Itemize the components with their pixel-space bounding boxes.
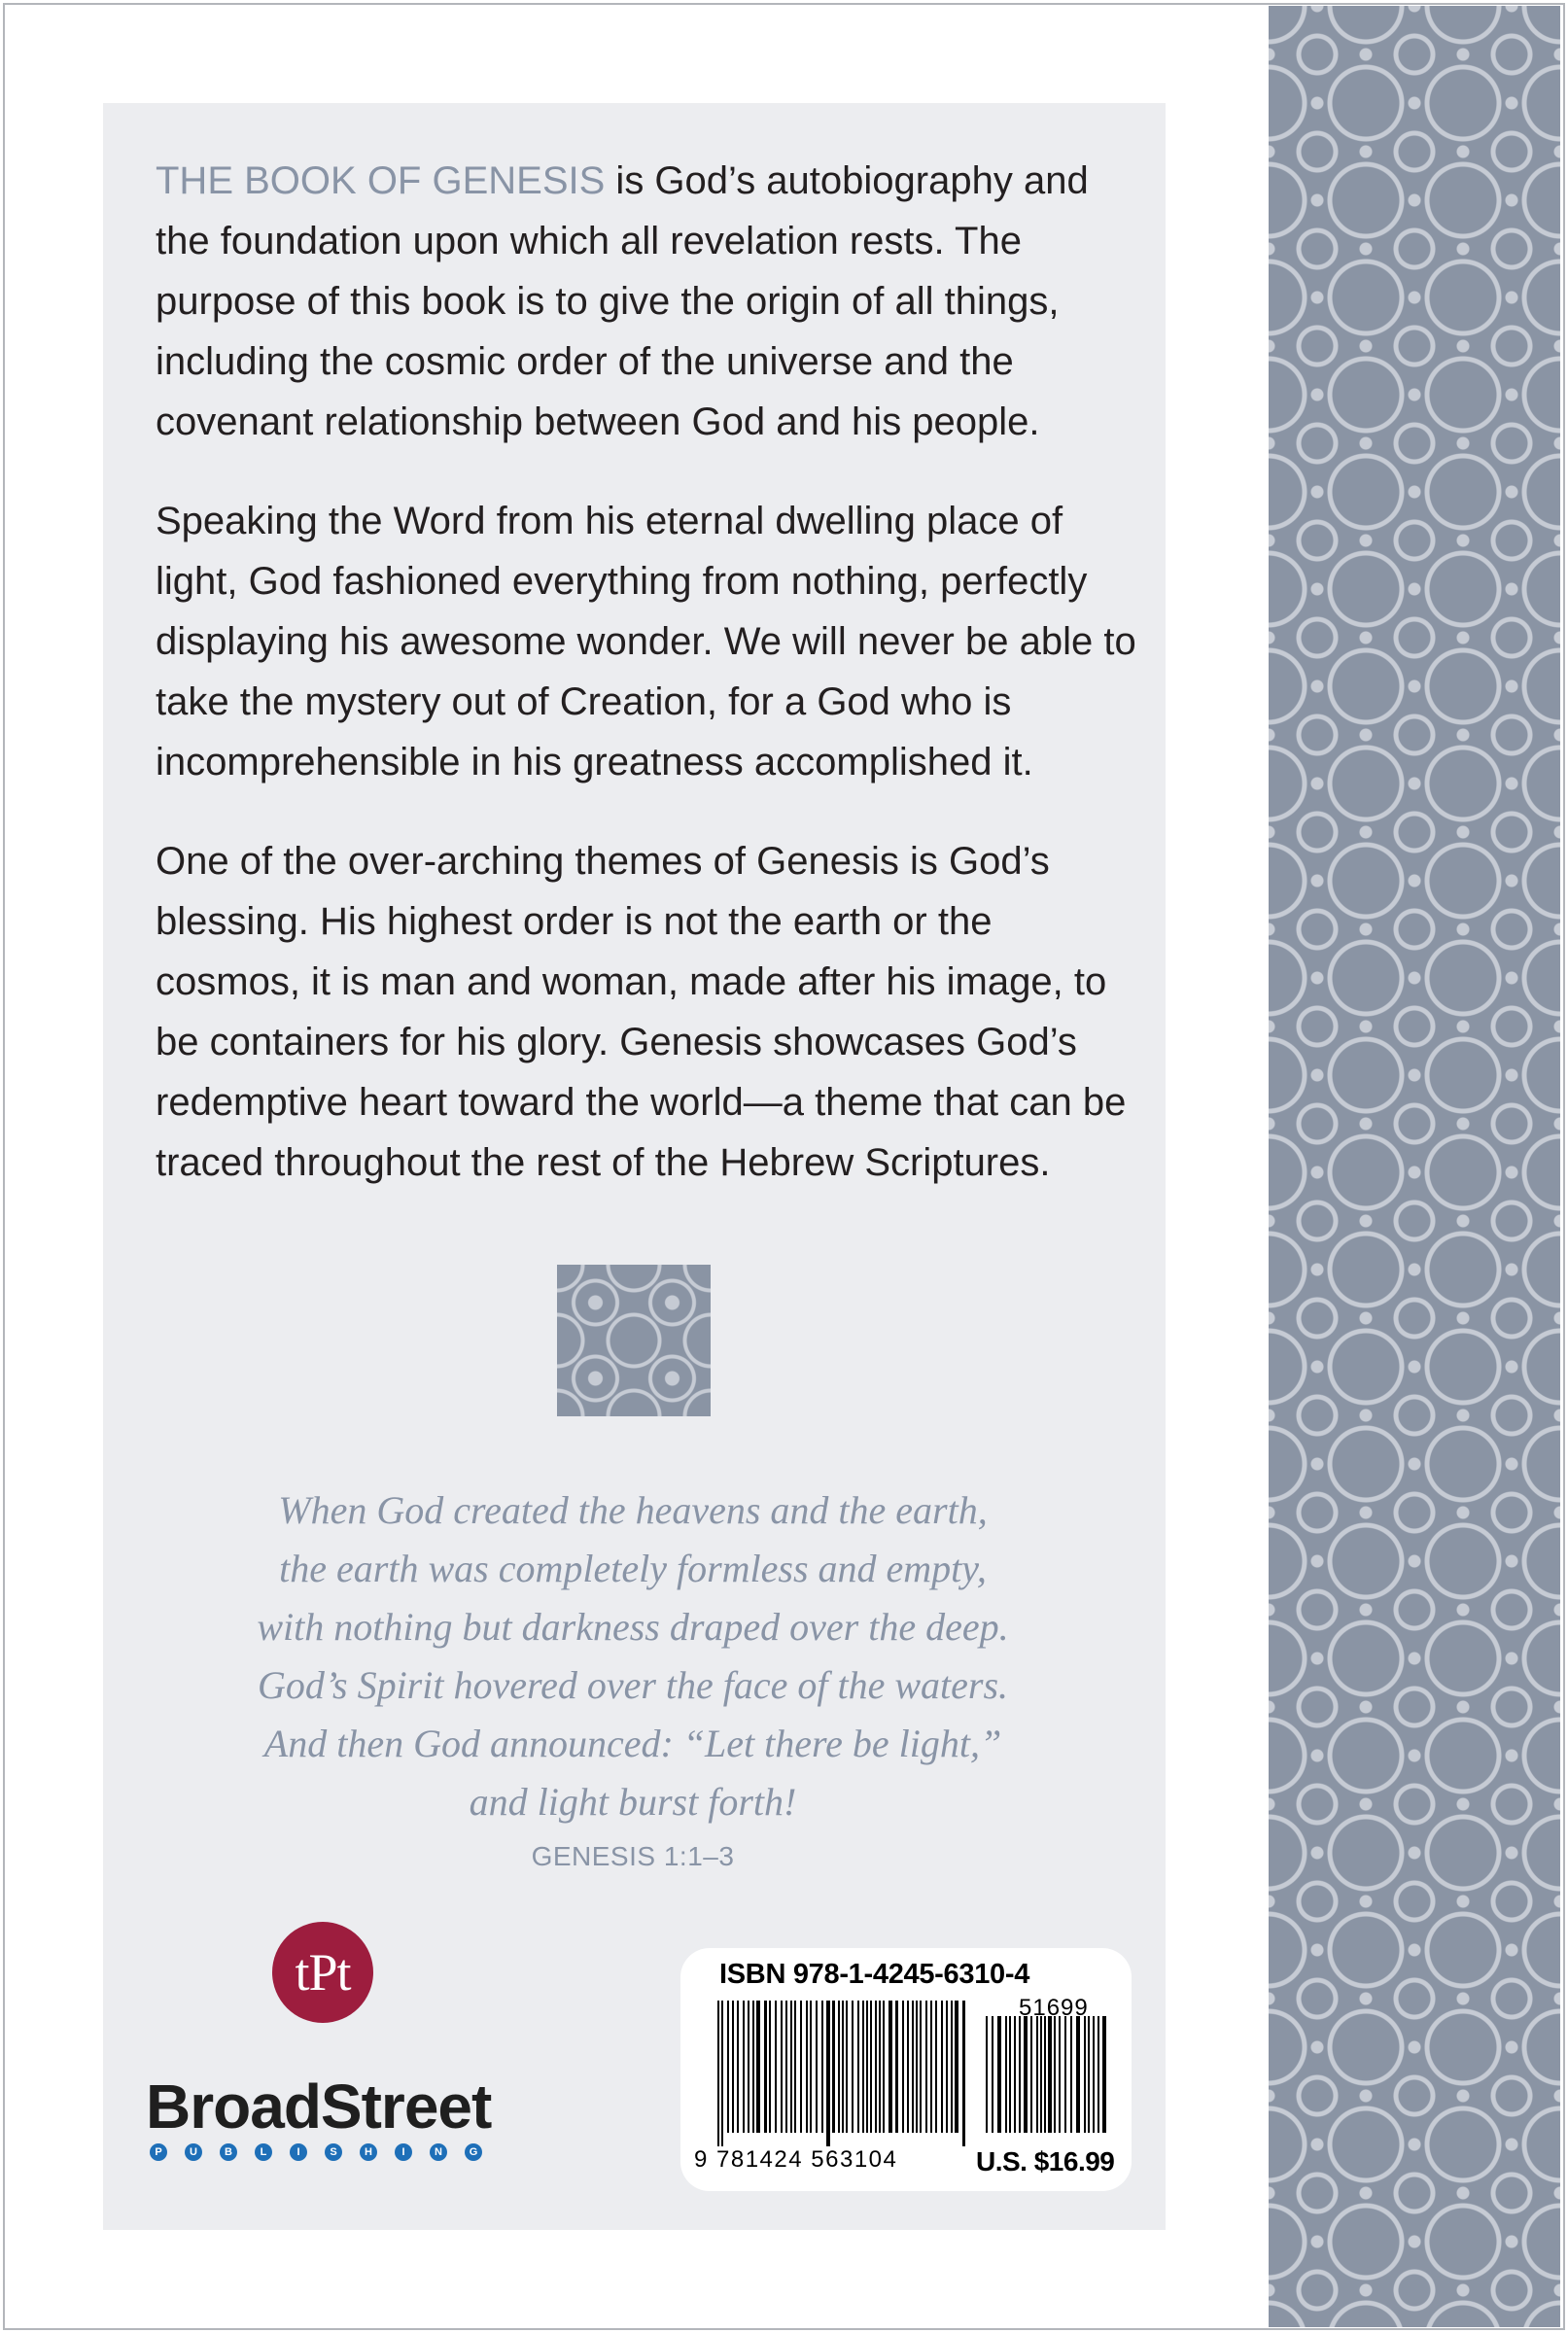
publisher-tagline-letter: I [290,2143,307,2161]
barcode-bar [902,2001,904,2133]
quote-line: the earth was completely formless and empty, [279,1547,987,1590]
barcode-bar [842,2001,844,2133]
barcode-bar [879,2001,881,2133]
lead-phrase: THE BOOK OF GENESIS [156,159,606,202]
price-addon-barcode [984,2016,1108,2146]
barcode-bar [946,2001,948,2133]
barcode-bar [870,2001,872,2133]
description-paragraph-2: Speaking the Word from his eternal dwelling place of light, God fashioned everything from nothing, perfectly displaying his awesome wonder. We will never be able to take the mystery out of Creation, for a God who is incomprehensible in his greatness accomplished it. [156,500,1136,783]
publisher-tagline-letter: I [395,2143,412,2161]
barcode-bar [1064,2016,1066,2133]
barcode-bar [846,2001,848,2133]
quote-reference: GENESIS 1:1–3 [531,1841,735,1871]
barcode-bar [1019,2016,1021,2133]
barcode-bar [785,2001,787,2133]
barcode-bar [743,2001,745,2133]
description-paragraph-3: One of the over-arching themes of Genesis is God’s blessing. His highest order is not the earth or the cosmos, it is man and woman, made after his image, to be containers for his glory. Genesis showcases God’s redemptive heart toward the world—a theme that can be traced throughout the rest of the Hebrew Scriptures. [156,840,1127,1184]
barcode-bar [857,2001,859,2133]
publisher-logo-tagline [150,2143,496,2161]
barcode-bar [737,2001,739,2133]
barcode-bar [1102,2016,1106,2133]
quote-line: And then God announced: “Let there be light,” [263,1722,1002,1765]
barcode-bar [769,2001,771,2133]
barcode-bar [941,2001,943,2133]
tpt-logo-text: tPt [295,1943,351,2002]
barcode-bar [1098,2016,1099,2133]
barcode-bar [1093,2016,1095,2133]
barcode-bar [925,2001,927,2133]
barcode-bar [1054,2016,1056,2133]
barcode-bar [1024,2016,1028,2133]
barcode-bar [883,2001,885,2133]
barcode-bar [889,2001,892,2133]
barcode-bar [907,2001,909,2133]
barcode-bar [962,2001,965,2146]
isbn-label: ISBN 978-1-4245-6310-4 [719,1959,1030,1990]
barcode-bar [986,2016,988,2133]
price-label: U.S. $16.99 [976,2146,1115,2176]
barcode-bar [895,2001,898,2133]
barcode-bar [1088,2016,1090,2133]
barcode-bar [997,2016,1001,2133]
barcode-bar [756,2001,760,2133]
barcode-bar [794,2001,796,2133]
publisher-tagline-letter: N [430,2143,447,2161]
publisher-tagline-letter: B [220,2143,237,2161]
barcode-bar [866,2001,868,2133]
barcode-bar [1048,2016,1052,2133]
barcode-bar [721,2001,723,2146]
barcode-bar [752,2001,754,2133]
barcode-bar [717,2001,719,2146]
barcode-bar [816,2001,818,2133]
tpt-logo [272,1922,373,2023]
barcode-bar [806,2001,808,2133]
isbn-barcode [715,2001,970,2146]
scripture-quote [200,1481,1065,1831]
barcode-bar [1009,2016,1011,2133]
barcode-bar [955,2001,958,2133]
barcode-bar [1076,2016,1080,2133]
barcode-bar [732,2001,734,2133]
publisher-tagline-letter: P [150,2143,167,2161]
barcode-bar [930,2001,932,2133]
barcode-bar [992,2016,993,2133]
barcode-bar [1070,2016,1072,2133]
barcode-bar [1044,2016,1046,2133]
quote-line: When God created the heavens and the earth, [278,1488,988,1532]
paragraph-1-body: is God’s autobiography and the foundation upon which all revelation rests. The purpose of this book is to give the origin of all things, including the cosmic order of the universe and the covenant relationship between God and his people. [156,159,1089,443]
quote-line: God’s Spirit hovered over the face of the waters. [257,1663,1009,1707]
barcode-bar [821,2001,823,2133]
barcode-bar [852,2001,854,2133]
ornamental-square-icon [557,1265,711,1416]
quote-line: and light burst forth! [469,1780,797,1824]
barcode-bar [951,2001,953,2133]
barcode-bar [748,2001,749,2133]
barcode-bar [935,2001,937,2133]
barcode-bar [800,2001,802,2133]
quote-line: with nothing but darkness draped over the deep. [257,1605,1009,1649]
publisher-tagline-letter: G [465,2143,482,2161]
publisher-tagline-letter: L [255,2143,272,2161]
publisher-tagline-letter: U [185,2143,202,2161]
barcode-bar [1036,2016,1038,2133]
barcode-bar [1030,2016,1032,2133]
barcode-bar [1005,2016,1007,2133]
ornamental-pattern-band [1269,6,1560,2327]
publisher-tagline-letter: H [360,2143,377,2161]
barcode-bar [920,2001,922,2133]
barcode-bar [810,2001,812,2133]
barcode-bar [916,2001,918,2133]
barcode-digits: 9 781424 563104 [694,2146,898,2173]
barcode-bar [781,2001,783,2133]
barcode-bar [764,2001,767,2133]
barcode-bar [1059,2016,1061,2133]
barcode-bar [727,2001,729,2133]
addon-digits: 51699 [1019,1995,1089,2021]
barcode-bar [1014,2016,1016,2133]
barcode-bar [912,2001,914,2133]
barcode-bar [790,2001,792,2133]
barcode-bar [875,2001,877,2133]
barcode-bar [1040,2016,1042,2133]
barcode-bar [775,2001,777,2133]
publisher-logo-name: BroadStreet [146,2072,492,2141]
barcode-bar [832,2001,835,2133]
description-paragraph-1 [156,151,1137,452]
publisher-tagline-letter: S [325,2143,342,2161]
barcode-bar [826,2001,830,2146]
barcode-bar [838,2001,840,2133]
barcode-bar [862,2001,864,2133]
barcode-bar [1084,2016,1086,2133]
